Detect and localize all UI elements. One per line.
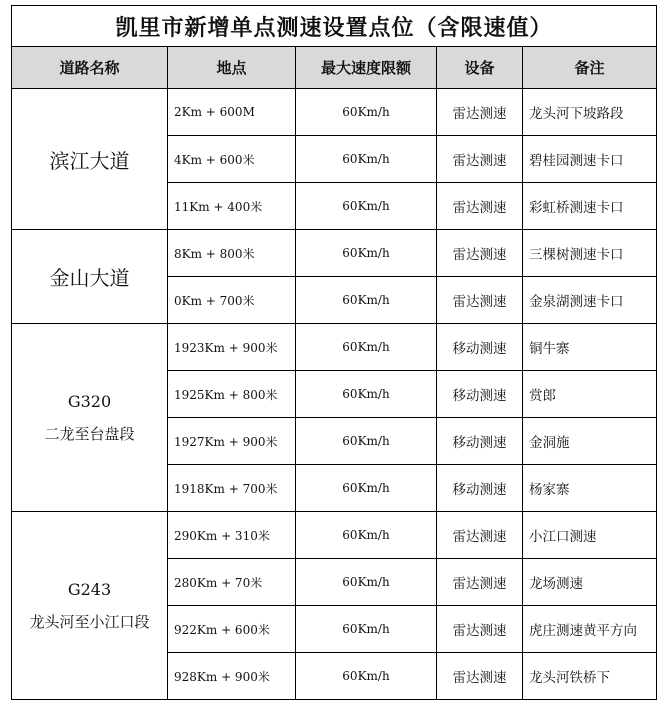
note-cell: 三棵树测速卡口 — [523, 230, 657, 277]
note-cell: 碧桂园测速卡口 — [523, 136, 657, 183]
road-name: 金山大道 — [49, 266, 130, 290]
device-cell: 移动测速 — [437, 418, 523, 465]
note-cell: 小江口测速 — [523, 512, 657, 559]
note-cell: 龙场测速 — [523, 559, 657, 606]
note-cell: 龙头河铁桥下 — [523, 653, 657, 700]
speed-cell: 60Km/h — [296, 653, 437, 700]
device-cell: 雷达测速 — [437, 653, 523, 700]
speed-cell: 60Km/h — [296, 136, 437, 183]
table-row — [12, 89, 657, 136]
speed-cell: 60Km/h — [296, 324, 437, 371]
speed-cell: 60Km/h — [296, 230, 437, 277]
note-cell: 杨家寨 — [523, 465, 657, 512]
speed-cell: 60Km/h — [296, 559, 437, 606]
road-name: G243 — [67, 579, 112, 599]
device-cell: 雷达测速 — [437, 89, 523, 136]
device-cell: 雷达测速 — [437, 277, 523, 324]
device-cell: 移动测速 — [437, 324, 523, 371]
location-cell: 4Km + 600米 — [168, 136, 296, 183]
table-row — [12, 512, 657, 559]
road-cell — [12, 512, 168, 700]
road-name: G320 — [67, 391, 112, 411]
road-cell — [12, 324, 168, 512]
header-location: 地点 — [168, 47, 296, 89]
device-cell: 雷达测速 — [437, 183, 523, 230]
header-row — [12, 47, 657, 89]
location-cell: 0Km + 700米 — [168, 277, 296, 324]
road-cell — [12, 89, 168, 230]
speed-cell: 60Km/h — [296, 418, 437, 465]
note-cell: 龙头河下坡路段 — [523, 89, 657, 136]
location-cell: 8Km + 800米 — [168, 230, 296, 277]
road-cell — [12, 230, 168, 324]
note-cell: 虎庄测速黄平方向 — [523, 606, 657, 653]
location-cell: 1925Km + 800米 — [168, 371, 296, 418]
note-cell: 赏郎 — [523, 371, 657, 418]
table-title: 凯里市新增单点测速设置点位（含限速值） — [12, 6, 657, 47]
note-cell: 铜牛寨 — [523, 324, 657, 371]
device-cell: 移动测速 — [437, 371, 523, 418]
location-cell: 280Km + 70米 — [168, 559, 296, 606]
device-cell: 雷达测速 — [437, 606, 523, 653]
road-name: 滨江大道 — [49, 148, 130, 173]
speed-cell: 60Km/h — [296, 465, 437, 512]
location-cell: 1923Km + 900米 — [168, 324, 296, 371]
header-device: 设备 — [437, 47, 523, 89]
speed-camera-table — [11, 5, 657, 700]
location-cell: 922Km + 600米 — [168, 606, 296, 653]
table-row — [12, 230, 657, 277]
road-segment: 龙头河至小江口段 — [29, 612, 150, 631]
note-cell: 金洞施 — [523, 418, 657, 465]
device-cell: 雷达测速 — [437, 136, 523, 183]
location-cell: 2Km + 600M — [168, 89, 296, 136]
location-cell: 1918Km + 700米 — [168, 465, 296, 512]
speed-cell: 60Km/h — [296, 89, 437, 136]
device-cell: 雷达测速 — [437, 559, 523, 606]
location-cell: 928Km + 900米 — [168, 653, 296, 700]
table-row — [12, 324, 657, 371]
note-cell: 彩虹桥测速卡口 — [523, 183, 657, 230]
header-speed: 最大速度限额 — [296, 47, 437, 89]
header-road: 道路名称 — [12, 47, 168, 89]
speed-cell: 60Km/h — [296, 371, 437, 418]
device-cell: 雷达测速 — [437, 230, 523, 277]
speed-cell: 60Km/h — [296, 277, 437, 324]
road-segment: 二龙至台盘段 — [44, 424, 135, 443]
location-cell: 11Km + 400米 — [168, 183, 296, 230]
header-note: 备注 — [523, 47, 657, 89]
device-cell: 移动测速 — [437, 465, 523, 512]
location-cell: 1927Km + 900米 — [168, 418, 296, 465]
speed-cell: 60Km/h — [296, 512, 437, 559]
location-cell: 290Km + 310米 — [168, 512, 296, 559]
speed-cell: 60Km/h — [296, 606, 437, 653]
device-cell: 雷达测速 — [437, 512, 523, 559]
note-cell: 金泉湖测速卡口 — [523, 277, 657, 324]
speed-cell: 60Km/h — [296, 183, 437, 230]
